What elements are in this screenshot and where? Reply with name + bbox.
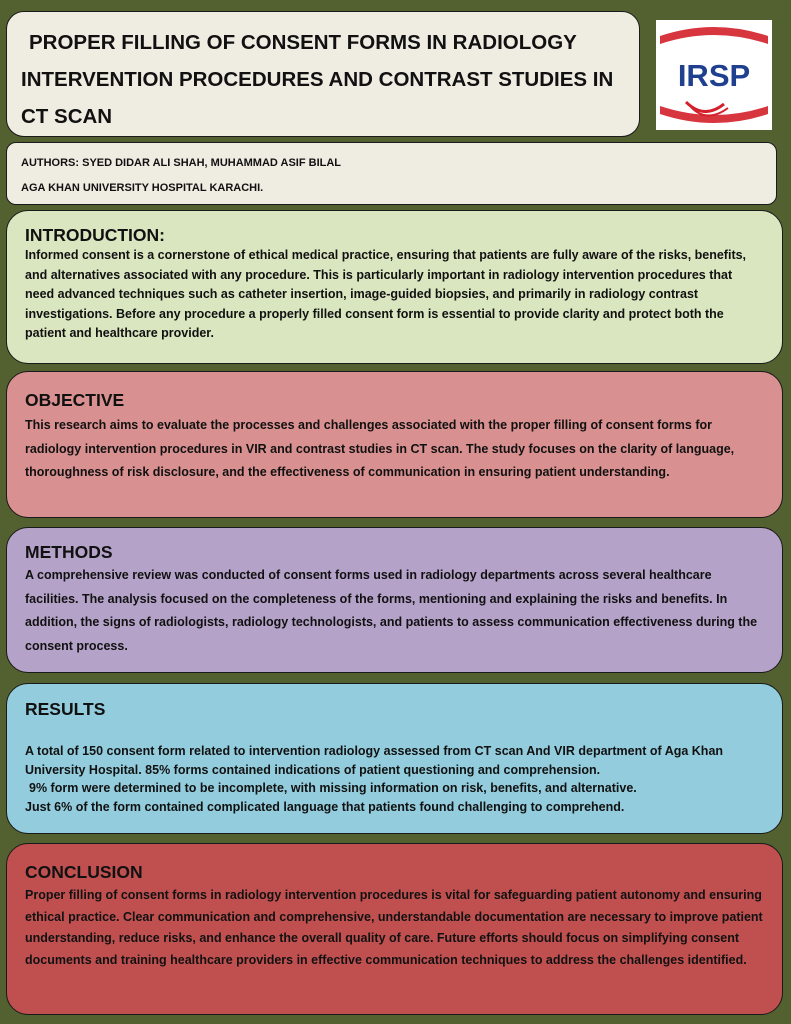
results-line: A total of 150 consent form related to intervention radiology assessed from CT scan And VIR department of Aga Khan University Hospital. 85% forms contained indications of patient questioning and comprehension.: [25, 744, 724, 777]
conclusion-text: Proper filling of consent forms in radiology intervention procedures is vital for safeguarding patient autonomy and ensuring ethical practice. Clear communication and comprehensive, understandable documentation are necessary to improve patient understanding, reduce risks, and enhance the overall quality of care. Future efforts should focus on simplifying consent documents and training healthcare providers in effective communication techniques to address the challenges identified.: [25, 888, 763, 967]
objective-section: [6, 371, 783, 518]
results-line: Just 6% of the form contained complicated language that patients found challenging to comprehend.: [25, 799, 625, 814]
title-box: [6, 11, 640, 137]
introduction-heading: INTRODUCTION:: [25, 225, 165, 245]
conclusion-heading: CONCLUSION: [25, 862, 143, 882]
logo-text: IRSP: [677, 58, 751, 93]
methods-heading: METHODS: [25, 542, 113, 562]
introduction-text: Informed consent is a cornerstone of ethical medical practice, ensuring that patients are fully aware of the risks, benefits, and alternatives associated with any procedure. This is particularly important in radiology intervention procedures that need advanced techniques such as catheter insertion, image-guided biopsies, and primarily in radiology contrast investigations. Before any procedure a properly filled consent form is essential to provide clarity and protect both the patient and healthcare provider.: [25, 248, 747, 340]
results-body: [25, 742, 764, 816]
results-heading: RESULTS: [25, 699, 106, 719]
methods-text: A comprehensive review was conducted of consent forms used in radiology departments across several healthcare facilities. The analysis focused on the completeness of the forms, mentioning and explaining the risks and benefits. In addition, the signs of radiologists, radiology technologists, and patients to assess communication effectiveness during the consent process.: [25, 568, 758, 653]
irsp-logo-graphic: [656, 20, 772, 130]
authors-box: [6, 142, 777, 205]
poster-title: PROPER FILLING OF CONSENT FORMS IN RADIOLOGY INTERVENTION PROCEDURES AND CONTRAST STUDIES IN CT SCAN: [21, 31, 614, 128]
irsp-logo: [656, 20, 772, 130]
results-line: 9% form were determined to be incomplete, with missing information on risk, benefits, and alternative.: [29, 781, 637, 795]
authors-names: AUTHORS: SYED DIDAR ALI SHAH, MUHAMMAD ASIF BILAL: [21, 157, 342, 169]
introduction-section: [6, 210, 783, 364]
objective-heading: OBJECTIVE: [25, 390, 125, 410]
authors-affiliation: AGA KHAN UNIVERSITY HOSPITAL KARACHI.: [21, 182, 264, 194]
methods-section: [6, 527, 783, 673]
results-section: [6, 683, 783, 834]
conclusion-section: [6, 843, 783, 1015]
objective-text: This research aims to evaluate the processes and challenges associated with the proper filling of consent forms for radiology intervention procedures in VIR and contrast studies in CT scan. The study focuses on the clarity of language, thoroughness of risk disclosure, and the effectiveness of communication in ensuring patient understanding.: [25, 418, 735, 479]
